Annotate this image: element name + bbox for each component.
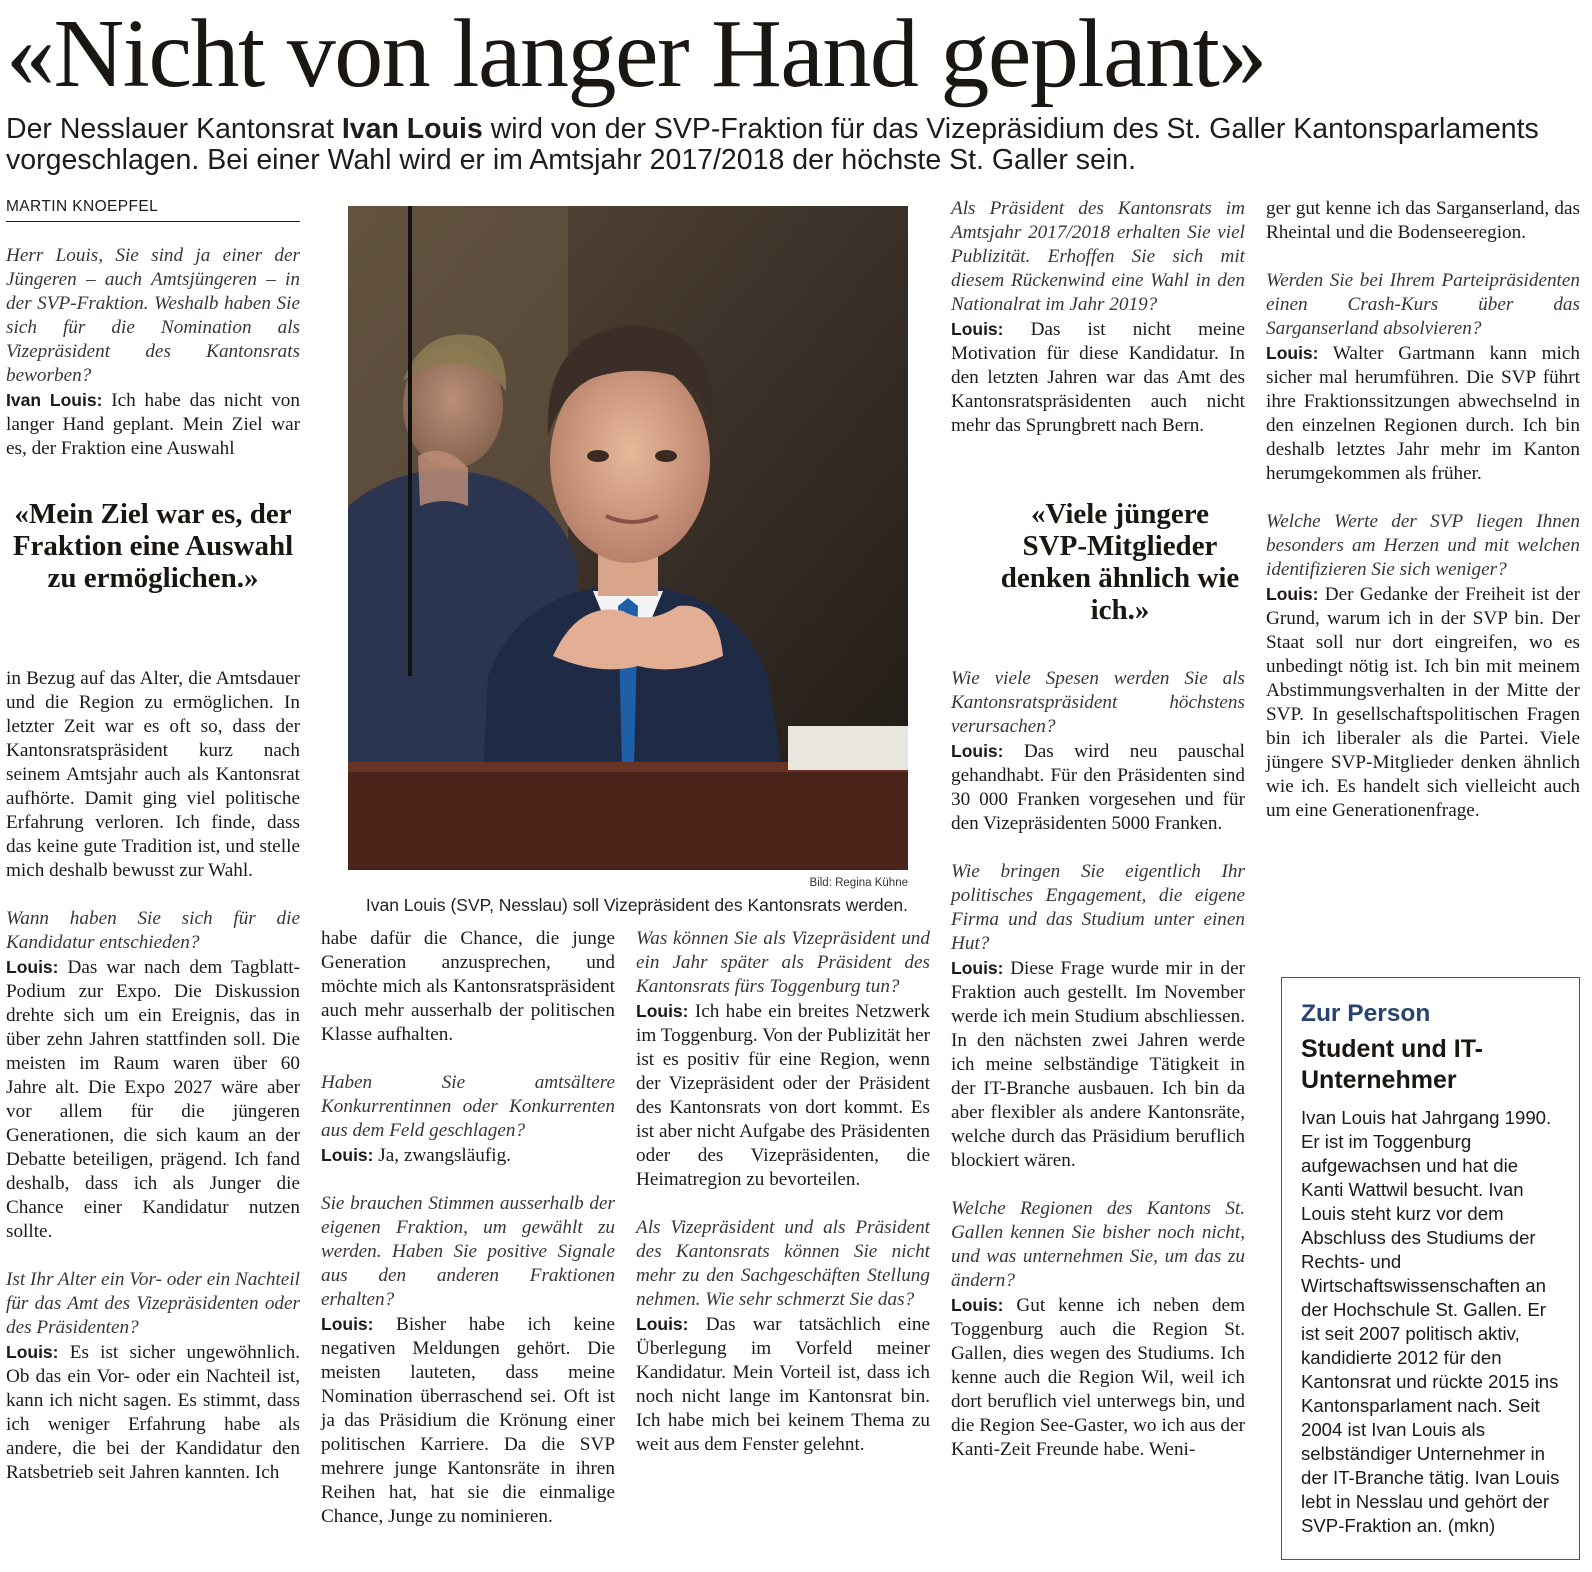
answer: Diese Frage wurde mir in der Fraktion auch gestellt. Im November werde ich mein Studium abschliessen. In den nächsten zwei Jahren werde ich meine selbständige Tätigkeit in der IT-Branche ausbauen. Ich bin da aber flexibler als andere Kantonsräte, welche durch das Präsidium beruflich blockiert wären. <box>951 958 1245 1171</box>
profile-kicker: Zur Person <box>1301 1000 1431 1027</box>
answer-continued: habe dafür die Chance, die junge Generation anzusprechen, und möchte mich als Kantonsratspräsident auch mehr ausserhalb der politischen Klasse aufhalten. <box>321 928 615 1045</box>
profile-box <box>1281 977 1580 1560</box>
question: Sie brauchen Stimmen ausserhalb der eigenen Fraktion, um gewählt zu werden. Haben Sie positive Signale aus den anderen Fraktionen erhalten? <box>321 1193 615 1310</box>
answer: Der Gedanke der Freiheit ist der Grund, warum ich in der SVP bin. Der Staat soll nur dort eingreifen, wo es unbedingt nötig ist. Ich bin mit meinem Abstimmungsverhalten in der Mitte der SVP. In gesellschaftspolitischen Fragen bin ich liberaler als die Partei. Viele jüngere SVP-Mitglieder denken ähnlich wie ich. Es handelt sich vielleicht auch um eine Generationenfrage. <box>1266 584 1580 821</box>
profile-text: Ivan Louis hat Jahrgang 1990. Er ist im Toggenburg aufgewachsen und hat die Kanti Wattwil besucht. Ivan Louis steht kurz vor dem Abschluss des Studiums der Rechts- und Wirtschaftswissenschaften an der Hochschule St. Gallen. Er ist seit 2007 politisch aktiv, kandidierte 2012 für den Kantonsrat und rückte 2015 ins Kantonsparlament nach. Seit 2004 ist Ivan Louis als selbständiger Unternehmer in der IT-Branche tätig. Ivan Louis lebt in Nesslau und gehört der SVP-Fraktion an. (mkn) <box>1301 1107 1560 1536</box>
column-4-top <box>951 197 1245 438</box>
answer-continued: ger gut kenne ich das Sarganserland, das Rheintal und die Bodenseeregion. <box>1266 198 1580 243</box>
qa-1 <box>6 244 300 461</box>
speaker-label: Louis: <box>321 1314 374 1334</box>
question: Ist Ihr Alter ein Vor- oder ein Nachteil für das Amt des Vizepräsidenten oder des Präsidenten? <box>6 1269 300 1338</box>
speaker-label: Louis: <box>951 958 1004 978</box>
speaker-label: Louis: <box>1266 343 1319 363</box>
speaker-label: Louis: <box>951 741 1004 761</box>
pull-quote-1: «Mein Ziel war es, der Fraktion eine Auswahl zu ermöglichen.» <box>12 498 294 594</box>
pull-quote-2: «Viele jüngere SVP-Mitglieder denken ähnlich wie ich.» <box>1000 498 1240 626</box>
qa-2 <box>6 907 300 1244</box>
question: Herr Louis, Sie sind ja einer der Jüngeren – auch Amtsjüngeren – in der SVP-Fraktion. Weshalb haben Sie sich für die Nomination als Vizepräsident des Kantonsrats beworben? <box>6 245 300 386</box>
speaker-label: Ivan Louis: <box>6 390 103 410</box>
headline: «Nicht von langer Hand geplant» <box>6 0 1266 108</box>
speaker-label: Louis: <box>6 957 59 977</box>
byline: MARTIN KNOEPFEL <box>6 198 300 222</box>
answer-continued: in Bezug auf das Alter, die Amtsdauer und die Region zu ermöglichen. In letzter Zeit war es oft so, dass der Kantonsratspräsident kurz nach seinem Amtsjahr auch als Kantonsrat aufhörte. Damit ging viel politische Erfahrung verloren. Ich finde, dass das keine gute Tradition ist, und stelle mich deshalb bewusst zur Wahl. <box>6 668 300 881</box>
answer: Bisher habe ich keine negativen Meldungen gehört. Die meisten lauteten, dass meine Nomination überraschend sei. Oft ist ja das Präsidium die Krönung einer politischen Karriere. Da die SVP mehrere junge Kantonsräte in ihren Reihen hat, hat sie die einmalige Chance, Junge zu nominieren. <box>321 1314 615 1527</box>
answer: Das war tatsächlich eine Überlegung im Vorfeld meiner Kandidatur. Mein Vorteil ist, dass ich noch nicht lange im Kantonsrat bin. Ich habe mich bei keinem Thema zu weit aus dem Fenster gelehnt. <box>636 1314 931 1455</box>
speaker-label: Louis: <box>636 1314 689 1334</box>
photo-caption: Ivan Louis (SVP, Nesslau) soll Vizepräsident des Kantonsrats werden. <box>365 895 908 915</box>
photo-credit: Bild: Regina Kühne <box>809 877 908 889</box>
question: Werden Sie bei Ihrem Parteipräsidenten einen Crash-Kurs über das Sarganserland absolvieren? <box>1266 270 1580 339</box>
speaker-label: Louis: <box>636 1001 689 1021</box>
qa-4 <box>321 1071 615 1168</box>
question: Was können Sie als Vizepräsident und ein Jahr später als Präsident des Kantonsrats fürs Toggenburg tun? <box>636 928 930 997</box>
answer: Das war nach dem Tagblatt-Podium zur Expo. Die Diskussion drehte sich um ein Ereignis, das in über zehn Jahren stattfinden soll. Die meisten im Raum waren über 60 Jahre alt. Die Expo 2027 wäre aber vor allem für die jüngeren Generationen, die sich kaum an der Debatte beteiligen, prägend. Ich fand deshalb, dass ich als Junger die Chance einer Kandidatur nutzen sollte. <box>6 957 300 1242</box>
qa-9 <box>951 667 1245 836</box>
answer: Ja, zwangsläufig. <box>378 1145 511 1166</box>
portrait-image <box>348 206 908 870</box>
column-1-bottom <box>6 667 300 1485</box>
question: Welche Werte der SVP liegen Ihnen besonders am Herzen und mit welchen identifizieren Sie sich weniger? <box>1266 511 1580 580</box>
qa-3 <box>6 1268 300 1485</box>
speaker-label: Louis: <box>951 1295 1004 1315</box>
answer: Ich habe ein breites Netzwerk im Toggenburg. Von der Publizität her ist es positiv für eine Region, wenn der Vizepräsident oder der Präsident des Kantonsrats von dort kommt. Es ist aber nicht Aufgabe des Präsidenten oder des Vizepräsidenten, die Heimatregion zu bevorteilen. <box>636 1001 930 1190</box>
question: Haben Sie amtsältere Konkurrentinnen oder Konkurrenten aus dem Feld geschlagen? <box>321 1072 615 1141</box>
lead-text-2: wird von der SVP-Fraktion für das Vizepräsidium des St. Galler Kantonsparlaments vorgeschlagen. Bei einer Wahl wird er im Amtsjahr 2017/2018 der höchste St. Galler sein. <box>6 113 1539 176</box>
qa-5 <box>321 1192 615 1529</box>
answer: Es ist sicher ungewöhnlich. Ob das ein Vor- oder ein Nachteil ist, kann ich nicht sagen. Es stimmt, dass ich weniger Erfahrung habe als andere, die bei der Kandidatur den Ratsbetrieb seit Jahren kannten. Ich <box>6 1342 300 1483</box>
answer: Gut kenne ich neben dem Toggenburg auch die Region St. Gallen, dies wegen des Studiums. Ich kenne auch die Region Wil, weil ich dort beruflich viel unterwegs bin, und die Region See-Gaster, wo ich aus der Kanti-Zeit Freunde habe. Weni- <box>951 1295 1245 1460</box>
profile-title: Student und IT-Unternehmer <box>1301 1035 1483 1094</box>
speaker-label: Louis: <box>951 319 1004 339</box>
speaker-label: Louis: <box>6 1342 59 1362</box>
answer: Walter Gartmann kann mich sicher mal herumführen. Die SVP führt ihre Fraktionssitzungen abwechselnd in den einzelnen Regionen durch. Ich bin deshalb letztes Jahr mehr im Kanton herumgekommen als früher. <box>1266 343 1580 484</box>
qa-6 <box>636 927 930 1192</box>
qa-10 <box>951 860 1245 1173</box>
column-3 <box>636 927 930 1457</box>
column-5 <box>1266 197 1580 823</box>
answer: Ich habe das nicht von langer Hand geplant. Mein Ziel war es, der Fraktion eine Auswahl <box>6 390 300 459</box>
qa-13 <box>1266 510 1580 823</box>
question: Welche Regionen des Kantons St. Gallen kennen Sie bisher noch nicht, und was unternehmen Sie, um das zu ändern? <box>951 1198 1245 1291</box>
qa-11 <box>951 1197 1245 1462</box>
column-1-top <box>6 244 300 461</box>
speaker-label: Louis: <box>1266 584 1319 604</box>
qa-12 <box>1266 269 1580 486</box>
qa-8 <box>951 197 1245 438</box>
question: Als Vizepräsident und als Präsident des Kantonsrats können Sie nicht mehr zu den Sachgeschäften Stellung nehmen. Wie sehr schmerzt Sie das? <box>636 1217 930 1310</box>
answer: Das ist nicht meine Motivation für diese Kandidatur. In den letzten Jahren war das Amt des Kantonsratspräsidenten auch nicht mehr das Sprungbrett nach Bern. <box>951 319 1246 436</box>
speaker-label: Louis: <box>321 1145 374 1165</box>
lead-paragraph <box>6 114 1586 176</box>
question: Wann haben Sie sich für die Kandidatur entschieden? <box>6 908 300 953</box>
portrait-photo <box>348 206 908 870</box>
question: Wie bringen Sie eigentlich Ihr politisches Engagement, die eigene Firma und das Studium unter einen Hut? <box>951 861 1245 954</box>
question: Als Präsident des Kantonsrats im Amtsjahr 2017/2018 erhalten Sie viel Publizität. Erhoffen Sie sich mit diesem Rückenwind eine Wahl in den Nationalrat im Jahr 2019? <box>951 198 1245 315</box>
column-2 <box>321 927 615 1529</box>
answer: Das wird neu pauschal gehandhabt. Für den Präsidenten sind 30 000 Franken vorgesehen und für den Vizepräsidenten 5000 Franken. <box>951 741 1246 834</box>
lead-name: Ivan Louis <box>341 113 483 145</box>
qa-7 <box>636 1216 930 1457</box>
lead-text-1: Der Nesslauer Kantonsrat <box>6 113 342 145</box>
question: Wie viele Spesen werden Sie als Kantonsratspräsident höchstens verursachen? <box>951 668 1245 737</box>
column-4-bottom <box>951 667 1245 1462</box>
